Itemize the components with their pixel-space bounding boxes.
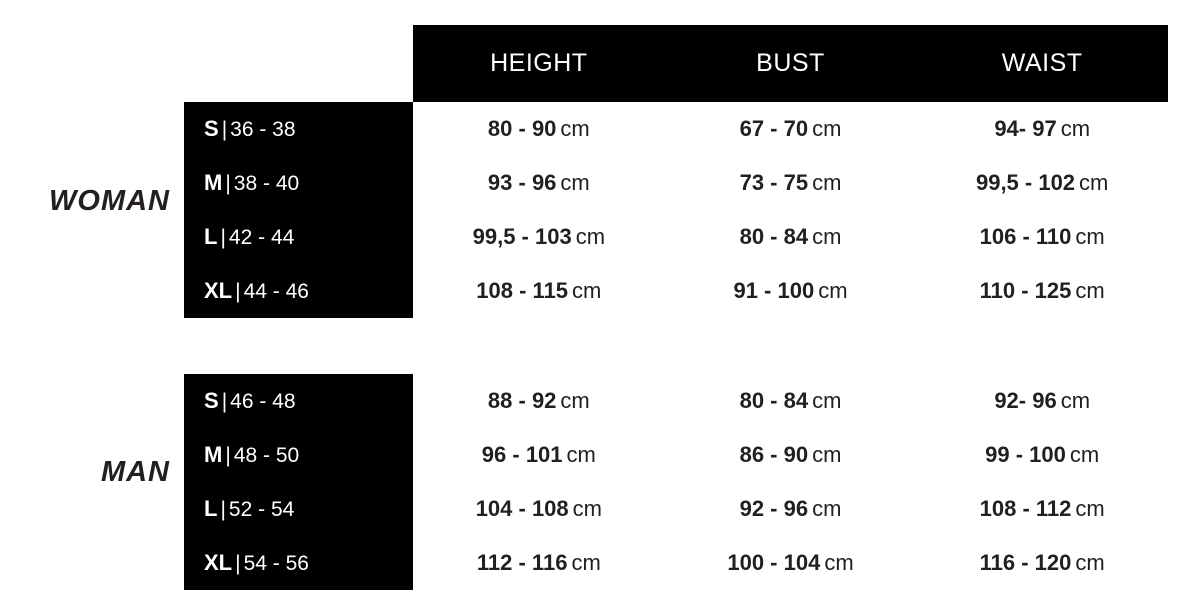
bust-value: 80 - 84 <box>739 224 809 249</box>
size-cell <box>184 442 413 468</box>
bust-value: 100 - 104 <box>727 550 821 575</box>
size-eu: 54 - 56 <box>243 552 309 575</box>
bust-cell <box>665 496 917 522</box>
waist-unit: cm <box>1060 116 1091 141</box>
table-header-row <box>413 25 1168 102</box>
bust-cell <box>665 388 917 414</box>
height-unit: cm <box>560 116 590 141</box>
bust-unit: cm <box>812 116 842 141</box>
size-code: XL <box>204 550 233 575</box>
size-eu: 44 - 46 <box>243 280 309 303</box>
waist-value: 108 - 112 <box>979 496 1072 521</box>
height-cell <box>413 550 665 576</box>
bust-value: 86 - 90 <box>739 442 809 467</box>
height-value: 93 - 96 <box>487 170 557 195</box>
waist-unit: cm <box>1075 496 1105 521</box>
group-label-man: MAN <box>100 456 170 488</box>
column-header-height: HEIGHT <box>490 49 588 77</box>
waist-cell <box>916 116 1168 142</box>
bust-value: 73 - 75 <box>739 170 809 195</box>
waist-cell <box>916 442 1168 468</box>
size-code: S <box>204 388 219 413</box>
bust-unit: cm <box>812 442 842 467</box>
table-row <box>184 374 1168 428</box>
height-value: 112 - 116 <box>476 550 568 575</box>
height-value: 99,5 - 103 <box>472 224 572 249</box>
height-unit: cm <box>571 550 601 575</box>
bust-cell <box>665 442 917 468</box>
size-code: L <box>204 224 218 249</box>
bust-cell <box>665 278 917 304</box>
size-cell <box>184 224 413 250</box>
bust-cell <box>665 550 917 576</box>
table-row <box>184 102 1168 156</box>
size-cell <box>184 550 413 576</box>
bust-cell <box>665 224 917 250</box>
size-code: M <box>204 442 223 467</box>
size-eu: 36 - 38 <box>230 118 296 141</box>
waist-cell <box>916 278 1168 304</box>
waist-cell <box>916 224 1168 250</box>
bust-value: 92 - 96 <box>739 496 809 521</box>
size-eu: 52 - 54 <box>228 498 295 521</box>
height-unit: cm <box>575 224 606 249</box>
bust-value: 80 - 84 <box>739 388 809 413</box>
waist-value: 116 - 120 <box>979 550 1072 575</box>
waist-value: 99,5 - 102 <box>975 170 1076 195</box>
column-header-waist: WAIST <box>1001 49 1083 77</box>
table-row <box>184 156 1168 210</box>
size-separator: | <box>225 172 231 195</box>
size-cell <box>184 170 413 196</box>
height-unit: cm <box>572 496 602 521</box>
size-separator: | <box>235 552 241 575</box>
bust-unit: cm <box>824 550 854 575</box>
height-cell <box>413 496 665 522</box>
height-cell <box>413 278 665 304</box>
waist-value: 106 - 110 <box>979 224 1072 249</box>
height-unit: cm <box>572 278 602 303</box>
waist-unit: cm <box>1075 278 1105 303</box>
bust-cell <box>665 170 917 196</box>
size-eu: 48 - 50 <box>233 444 300 467</box>
height-value: 88 - 92 <box>487 388 557 413</box>
size-cell <box>184 388 413 414</box>
height-cell <box>413 224 665 250</box>
size-eu: 46 - 48 <box>230 390 296 413</box>
table-row <box>184 536 1168 590</box>
size-separator: | <box>220 226 226 249</box>
waist-unit: cm <box>1075 224 1105 249</box>
bust-value: 91 - 100 <box>733 278 815 303</box>
height-cell <box>413 388 665 414</box>
waist-unit: cm <box>1079 170 1109 195</box>
size-cell <box>184 278 413 304</box>
size-separator: | <box>220 498 226 521</box>
height-unit: cm <box>560 388 590 413</box>
size-separator: | <box>221 390 228 413</box>
waist-unit: cm <box>1075 550 1105 575</box>
size-separator: | <box>221 118 228 141</box>
bust-value: 67 - 70 <box>739 116 809 141</box>
size-eu: 38 - 40 <box>233 172 300 195</box>
height-cell <box>413 442 665 468</box>
size-code: XL <box>204 278 233 303</box>
bust-cell <box>665 116 917 142</box>
bust-unit: cm <box>818 278 848 303</box>
waist-unit: cm <box>1060 388 1091 413</box>
size-cell <box>184 496 413 522</box>
height-value: 108 - 115 <box>476 278 569 303</box>
table-row <box>184 428 1168 482</box>
size-code: L <box>204 496 218 521</box>
height-unit: cm <box>560 170 590 195</box>
waist-value: 99 - 100 <box>985 442 1066 467</box>
height-unit: cm <box>566 442 596 467</box>
table-row <box>184 482 1168 536</box>
height-cell <box>413 116 665 142</box>
table-row <box>184 210 1168 264</box>
waist-value: 92- 96 <box>994 388 1057 413</box>
waist-cell <box>916 170 1168 196</box>
bust-unit: cm <box>812 388 842 413</box>
size-cell <box>184 116 413 142</box>
height-cell <box>413 170 665 196</box>
size-code: S <box>204 116 219 141</box>
size-eu: 42 - 44 <box>228 226 295 249</box>
group-label-woman: WOMAN <box>49 185 170 217</box>
height-value: 104 - 108 <box>475 496 569 521</box>
height-value: 80 - 90 <box>487 116 557 141</box>
column-header-bust: BUST <box>756 49 825 77</box>
size-separator: | <box>235 280 241 303</box>
bust-unit: cm <box>812 170 842 195</box>
waist-cell <box>916 550 1168 576</box>
size-separator: | <box>225 444 231 467</box>
table-row <box>184 264 1168 318</box>
size-code: M <box>204 170 223 195</box>
height-value: 96 - 101 <box>481 442 563 467</box>
bust-unit: cm <box>812 224 842 249</box>
waist-value: 110 - 125 <box>979 278 1072 303</box>
waist-cell <box>916 388 1168 414</box>
waist-cell <box>916 496 1168 522</box>
waist-unit: cm <box>1069 442 1100 467</box>
waist-value: 94- 97 <box>994 116 1057 141</box>
bust-unit: cm <box>812 496 842 521</box>
